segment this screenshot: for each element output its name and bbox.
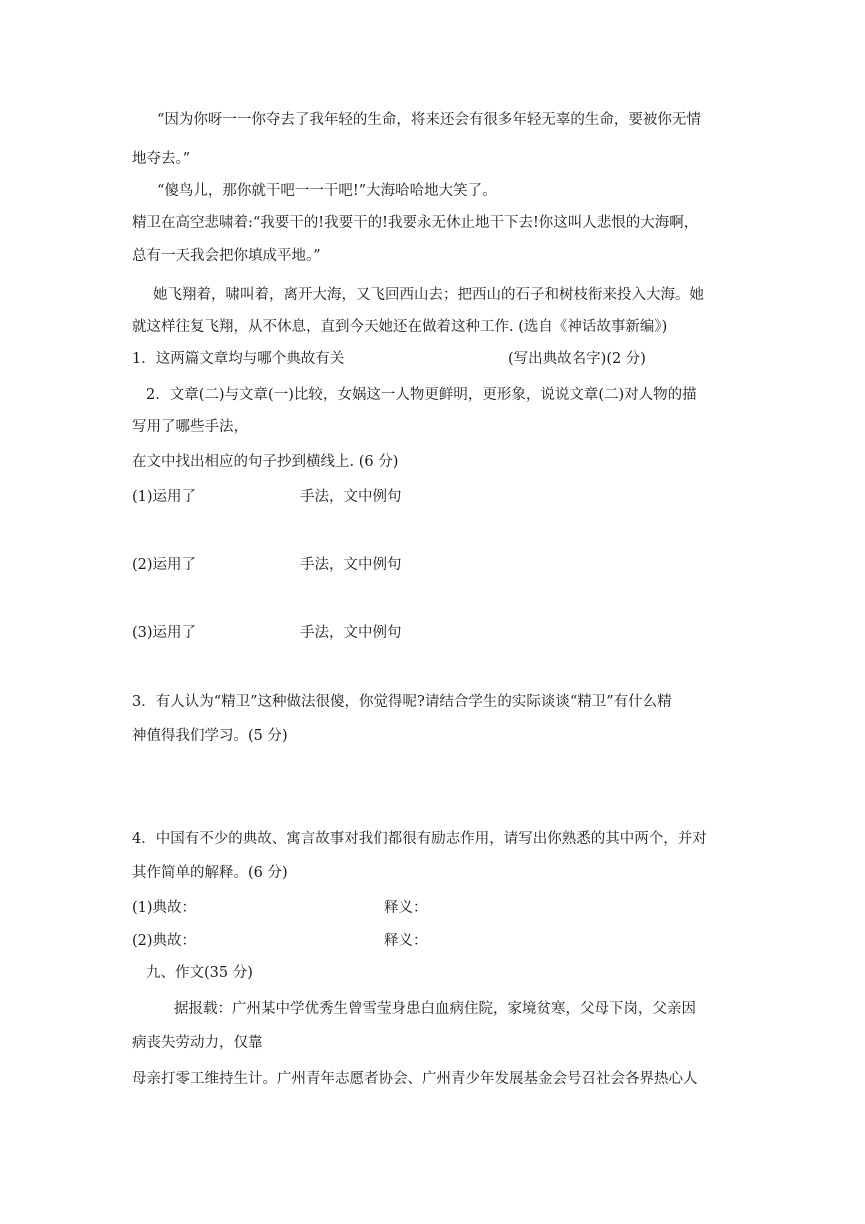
story-paragraph-1-line-1: “因为你呀一一你夺去了我年轻的生命，将来还会有很多年轻无辜的生命，要被你无情 xyxy=(157,112,701,128)
question-2-item-3-prefix: (3)运用了 xyxy=(132,625,197,641)
question-4-item-2-suffix: 释义： xyxy=(384,933,428,949)
question-2-line-3: 在文中找出相应的句子抄到横线上. (6 分) xyxy=(132,454,399,470)
question-1-hint: (写出典故名字)(2 分) xyxy=(508,351,646,367)
story-paragraph-4-line-2: 就这样往复飞翔，从不休息，直到今天她还在做着这种工作. (选自《神话故事新编》) xyxy=(132,319,668,335)
essay-heading: 九、作文(35 分) xyxy=(146,965,253,981)
question-3-line-1: 3．有人认为“精卫”这种做法很傻，你觉得呢?请结合学生的实际谈谈“精卫”有什么精 xyxy=(132,694,672,710)
question-2-item-2-suffix: 手法，文中例句 xyxy=(300,557,402,573)
question-4-item-1-prefix: (1)典故： xyxy=(132,900,197,916)
question-2-item-3-suffix: 手法，文中例句 xyxy=(300,625,402,641)
question-2-line-1: 2．文章(二)与文章(一)比较，女娲这一人物更鲜明，更形象，说说文章(二)对人物的描 xyxy=(146,387,697,403)
story-paragraph-3-line-1: 精卫在高空悲啸着:“我要干的!我要干的!我要永无休止地干下去!你这叫人悲恨的大海啊， xyxy=(132,215,699,231)
essay-prompt-line-1: 据报载：广州某中学优秀生曾雪莹身患白血病住院，家境贫寒，父母下岗，父亲因 xyxy=(174,1001,696,1017)
question-4-line-1: 4．中国有不少的典故、寓言故事对我们都很有励志作用，请写出你熟悉的其中两个，并对 xyxy=(132,831,707,847)
story-paragraph-2: “傻鸟儿，那你就干吧一一干吧!”大海哈哈地大笑了。 xyxy=(157,183,497,199)
story-paragraph-3-line-2: 总有一天我会把你填成平地。” xyxy=(132,248,321,264)
question-4-item-2-prefix: (2)典故： xyxy=(132,933,197,949)
question-3-line-2: 神值得我们学习。(5 分) xyxy=(132,728,288,744)
question-2-item-1-prefix: (1)运用了 xyxy=(132,489,197,505)
question-2-item-1-suffix: 手法，文中例句 xyxy=(300,489,402,505)
essay-prompt-line-3: 母亲打零工维持生计。广州青年志愿者协会、广州青少年发展基金会号召社会各界热心人 xyxy=(132,1071,698,1087)
question-2-line-2: 写用了哪些手法， xyxy=(132,419,248,435)
question-4-line-2: 其作简单的解释。(6 分) xyxy=(132,865,288,881)
question-4-item-1-suffix: 释义： xyxy=(384,900,428,916)
essay-prompt-line-2: 病丧失劳动力，仅靠 xyxy=(132,1035,263,1051)
question-1-text: 1．这两篇文章均与哪个典故有关 xyxy=(132,351,345,367)
story-paragraph-4-line-1: 她飞翔着，啸叫着，离开大海，又飞回西山去；把西山的石子和树枝衔来投入大海。她 xyxy=(153,287,704,303)
story-paragraph-1-line-2: 地夺去。” xyxy=(132,151,191,167)
question-2-item-2-prefix: (2)运用了 xyxy=(132,557,197,573)
